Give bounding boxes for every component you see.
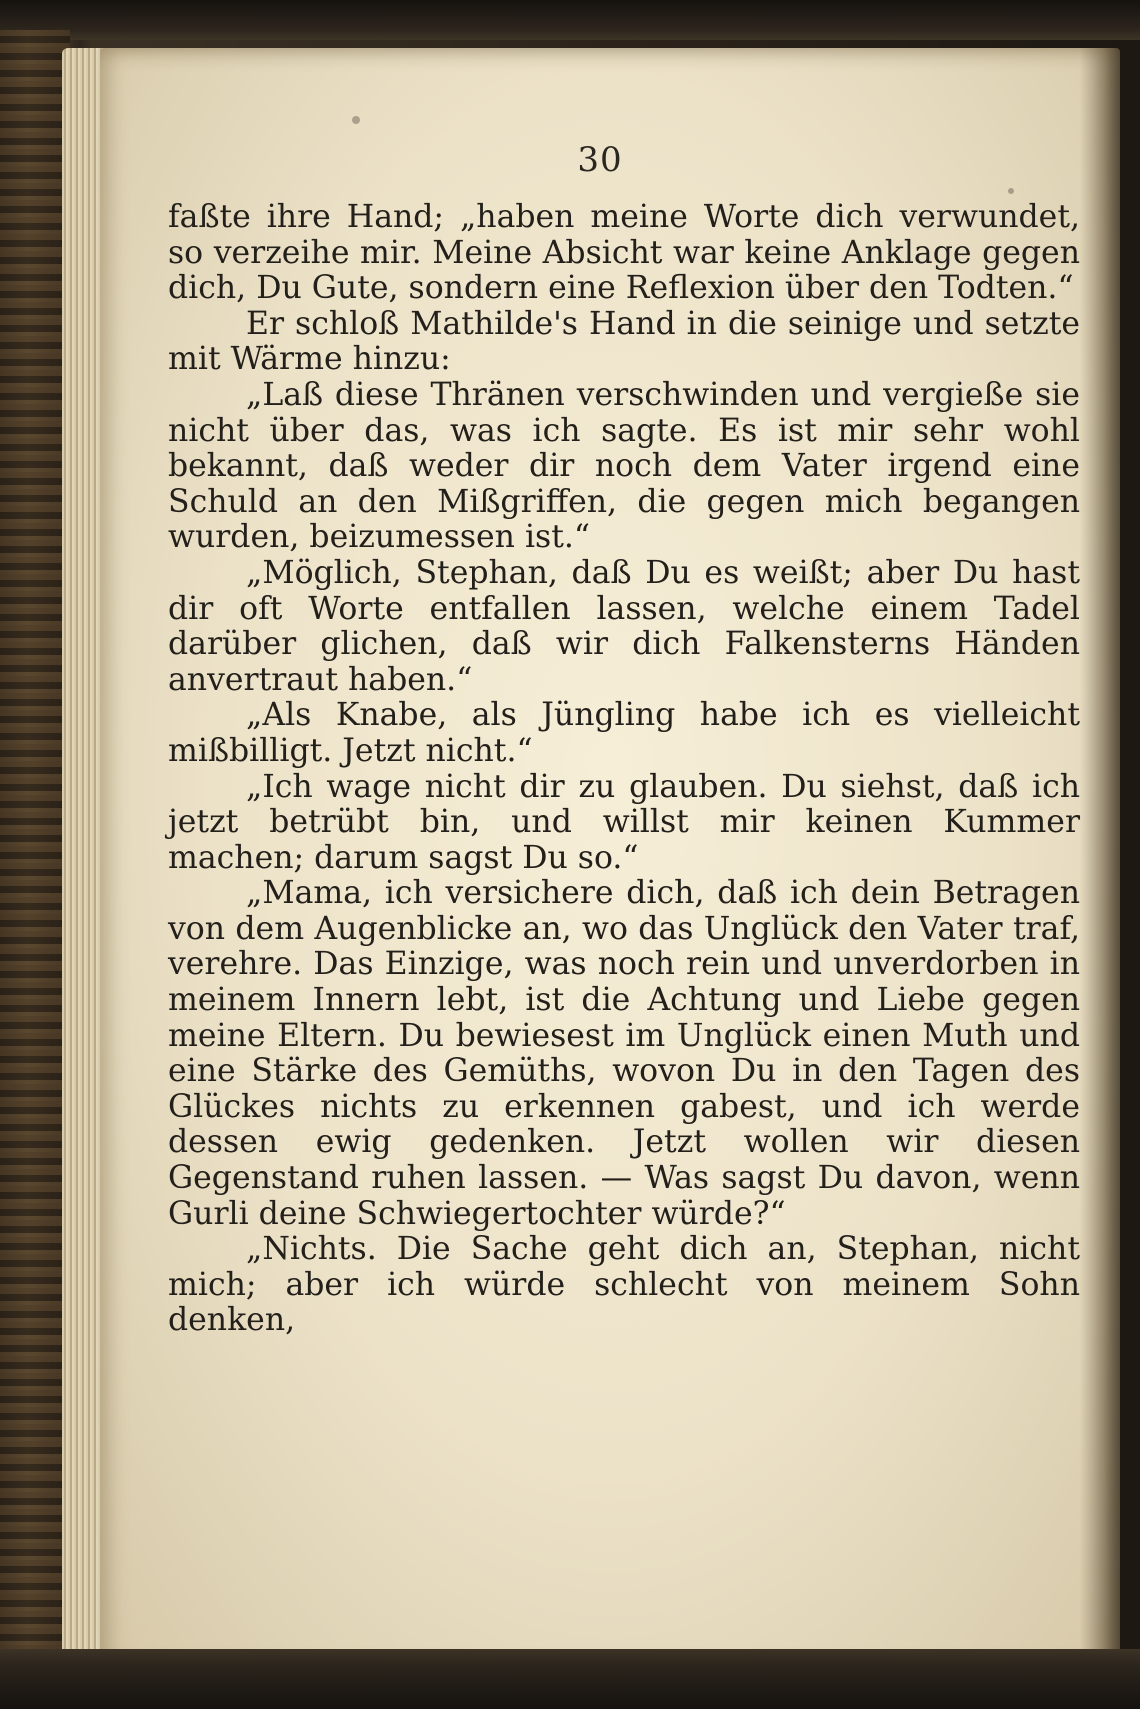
- ink-speck: [352, 116, 360, 124]
- paragraph: „Nichts. Die Sache geht dich an, Stephan, nicht mich; aber ich würde schlecht von meinem Sohn denken,: [168, 1231, 1080, 1339]
- book-cover-left: [0, 30, 70, 1670]
- paragraph: „Ich wage nicht dir zu glauben. Du siehst, daß ich jetzt betrübt bin, und willst mir keinen Kummer machen; darum sagst Du so.“: [168, 768, 1080, 876]
- page-text: [168, 200, 1080, 1339]
- page-number: 30: [577, 140, 623, 180]
- paragraph: faßte ihre Hand; „haben meine Worte dich verwundet, so verzeihe mir. Meine Absicht war keine Anklage gegen dich, Du Gute, sondern eine Reflexion über den Todten.“: [168, 199, 1080, 307]
- paragraph: „Laß diese Thränen verschwinden und vergieße sie nicht über das, was ich sagte. Es ist mir sehr wohl bekannt, daß weder dir noch dem Vater irgend eine Schuld an den Mißgriffen, die gegen mich begangen wurden, beizumessen ist.“: [168, 376, 1080, 556]
- ink-speck: [1008, 188, 1014, 194]
- paragraph: „Als Knabe, als Jüngling habe ich es vielleicht mißbilligt. Jetzt nicht.“: [168, 697, 1080, 769]
- book-cover-top: [0, 0, 1140, 40]
- paragraph: „Möglich, Stephan, daß Du es weißt; aber Du hast dir oft Worte entfallen lassen, welche einem Tadel darüber glichen, daß wir dich Falkensterns Händen anvertraut haben.“: [168, 554, 1080, 698]
- spine-shadow: [1080, 48, 1120, 1670]
- paragraph: Er schloß Mathilde's Hand in die seinige und setzte mit Wärme hinzu:: [168, 305, 1080, 378]
- paragraph: „Mama, ich versichere dich, daß ich dein Betragen von dem Augenblicke an, wo das Unglück den Vater traf, verehre. Das Einzige, was noch rein und unverdorben in meinem Innern lebt, ist die Achtung und Liebe gegen meine Eltern. Du bewiesest im Unglück einen Muth und eine Stärke des Gemüths, wovon Du in den Tagen des Glückes nichts zu erkennen gabest, und ich werde dessen ewig gedenken. Jetzt wollen wir diesen Gegenstand ruhen lassen. — Was sagst Du davon, wenn Gurli deine Schwiegertochter würde?“: [168, 875, 1080, 1232]
- book-cover-bottom: [0, 1649, 1140, 1709]
